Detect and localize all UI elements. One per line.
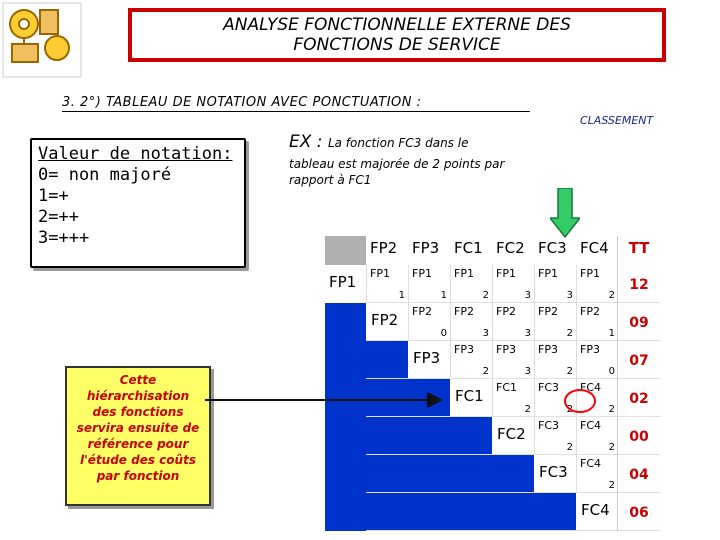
cell-points: 2	[608, 442, 615, 453]
table-cell	[408, 265, 451, 303]
row-total: 12	[629, 277, 649, 293]
cell-winner: FC3	[538, 381, 560, 394]
classement-label: CLASSEMENT	[580, 114, 654, 127]
cell-points: 3	[524, 290, 531, 301]
total-separator	[617, 236, 618, 531]
cell-points: 0	[608, 366, 615, 377]
section-subtitle: 3. 2°) TABLEAU DE NOTATION AVEC PONCTUATION :	[62, 95, 422, 110]
table-cell	[576, 455, 619, 493]
empty-cell	[366, 417, 408, 455]
cell-winner: FP1	[370, 267, 390, 280]
empty-cell	[492, 493, 534, 531]
row-total: 07	[629, 353, 649, 369]
table-cell	[408, 303, 451, 341]
empty-cell	[450, 455, 492, 493]
legend-item: 2=++	[38, 207, 79, 227]
row-label-cell	[325, 417, 366, 455]
cell-winner: FP1	[538, 267, 558, 280]
empty-cell	[366, 455, 408, 493]
row-label: FP3	[413, 349, 441, 367]
page-title-line1: ANALYSE FONCTIONNELLE EXTERNE DES	[223, 15, 571, 35]
legend-title: Valeur de notation:	[38, 144, 233, 164]
row-label: FP1	[329, 273, 357, 291]
row-total: 09	[629, 315, 649, 331]
row-label-cell	[325, 341, 366, 379]
cell-points: 2	[566, 404, 573, 415]
cell-points: 2	[608, 480, 615, 491]
column-header: FP2	[370, 239, 398, 257]
legend-item: 0= non majoré	[38, 165, 172, 185]
cell-points: 3	[524, 328, 531, 339]
row-label: FC2	[497, 425, 526, 443]
empty-cell	[366, 493, 408, 531]
legend-item: 3=+++	[38, 228, 90, 248]
cell-winner: FP2	[580, 305, 600, 318]
table-cell	[576, 341, 619, 379]
cell-winner: FP3	[580, 343, 600, 356]
table-cell	[576, 417, 619, 455]
highlight-circle	[563, 388, 597, 414]
cell-winner: FP1	[454, 267, 474, 280]
table-cell	[450, 265, 493, 303]
cell-points: 2	[566, 366, 573, 377]
cell-points: 0	[440, 328, 447, 339]
table-cell	[450, 341, 493, 379]
table-cell	[534, 265, 577, 303]
table-cell	[492, 303, 535, 341]
row-label-cell	[325, 303, 366, 341]
note-arrow-icon	[205, 385, 445, 415]
row-label-cell	[325, 455, 366, 493]
cell-winner: FP2	[412, 305, 432, 318]
table-cell	[492, 379, 535, 417]
table-cell	[492, 265, 535, 303]
table-cell	[576, 265, 619, 303]
cell-points: 2	[566, 328, 573, 339]
table-corner	[325, 236, 366, 265]
cell-winner: FP2	[496, 305, 516, 318]
table-cell	[534, 417, 577, 455]
table-cell	[366, 265, 409, 303]
cell-winner: FC4	[580, 419, 602, 432]
cell-points: 3	[566, 290, 573, 301]
cell-points: 2	[608, 404, 615, 415]
empty-cell	[408, 455, 450, 493]
example-text: tableau est majorée de 2 points par rapport à FC1	[289, 157, 505, 187]
cell-points: 3	[524, 366, 531, 377]
empty-cell	[534, 493, 576, 531]
empty-cell	[408, 417, 450, 455]
cell-points: 1	[398, 290, 405, 301]
cell-points: 2	[608, 290, 615, 301]
cell-winner: FP1	[412, 267, 432, 280]
column-header: FC4	[580, 239, 609, 257]
column-header: FC2	[496, 239, 525, 257]
cell-points: 1	[440, 290, 447, 301]
cell-winner: FP1	[496, 267, 516, 280]
cell-winner: FP1	[580, 267, 600, 280]
cell-winner: FP2	[538, 305, 558, 318]
table-cell	[534, 341, 577, 379]
example-label-rest: La fonction FC3 dans le	[327, 136, 469, 150]
column-header: FC1	[454, 239, 483, 257]
table-cell	[576, 303, 619, 341]
cell-winner: FP3	[496, 343, 516, 356]
cell-winner: FP2	[454, 305, 474, 318]
row-label: FC3	[539, 463, 568, 481]
table-cell	[534, 303, 577, 341]
cell-points: 2	[566, 442, 573, 453]
cell-winner: FC1	[496, 381, 518, 394]
page-title-line2: FONCTIONS DE SERVICE	[293, 35, 501, 55]
row-total: 02	[629, 391, 649, 407]
cell-points: 3	[482, 328, 489, 339]
empty-cell	[408, 493, 450, 531]
cell-points: 2	[482, 366, 489, 377]
empty-cell	[450, 493, 492, 531]
row-label: FC1	[455, 387, 484, 405]
row-label-cell	[325, 493, 366, 531]
row-total: 04	[629, 467, 649, 483]
example-prefix: EX :	[289, 132, 323, 152]
column-header: FC3	[538, 239, 567, 257]
note-text: Cette hiérarchisation des fonctions servira ensuite de référence pour l'étude des coûts par fonction	[76, 373, 200, 483]
column-header: FP3	[412, 239, 440, 257]
row-label: FC4	[581, 501, 610, 519]
row-total: 06	[629, 505, 649, 521]
empty-cell	[366, 341, 408, 379]
row-label: FP2	[371, 311, 399, 329]
total-header: TT	[628, 239, 650, 257]
cell-winner: FP3	[538, 343, 558, 356]
row-total: 00	[629, 429, 649, 445]
cell-winner: FP3	[454, 343, 474, 356]
table-cell	[450, 303, 493, 341]
cell-points: 1	[608, 328, 615, 339]
cell-winner: FC4	[580, 457, 602, 470]
legend-item: 1=+	[38, 186, 69, 206]
cell-winner: FC4	[580, 381, 602, 394]
cell-points: 2	[524, 404, 531, 415]
table-cell	[492, 341, 535, 379]
empty-cell	[450, 417, 492, 455]
cell-points: 2	[482, 290, 489, 301]
empty-cell	[492, 455, 534, 493]
cell-winner: FC3	[538, 419, 560, 432]
